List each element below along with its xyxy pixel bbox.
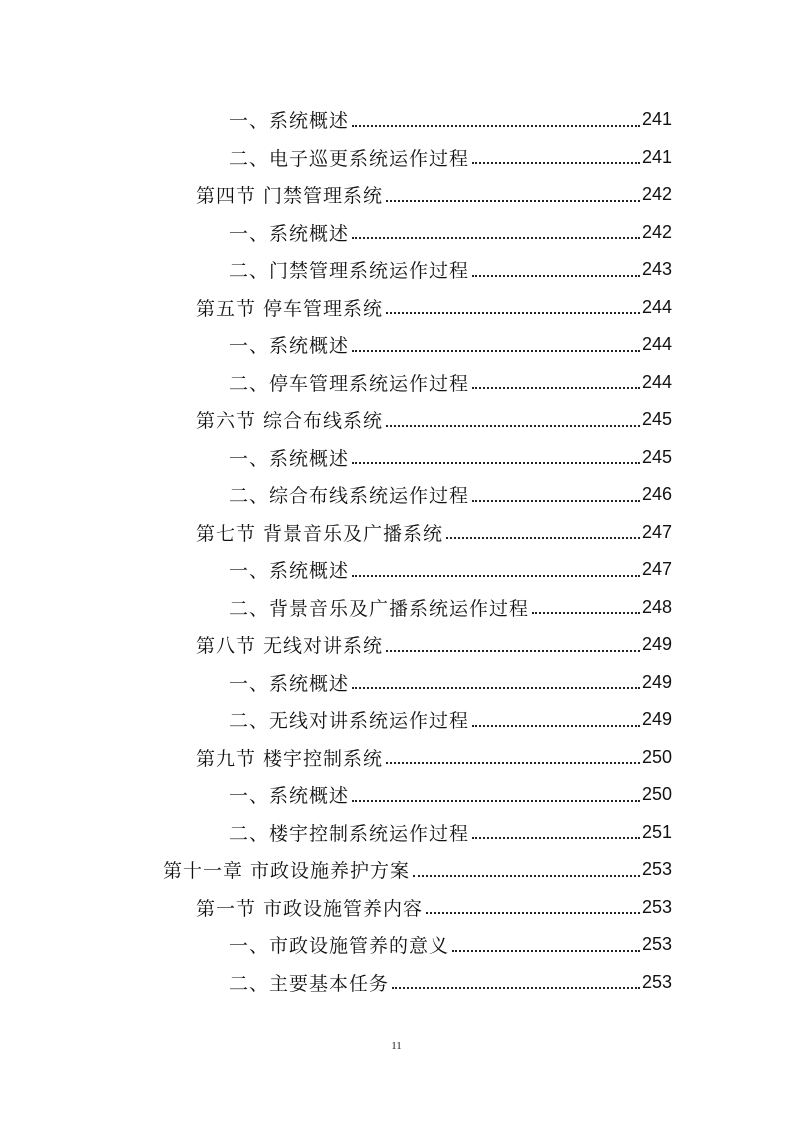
toc-dot-leader [472, 387, 640, 389]
toc-entry[interactable] [0, 814, 793, 852]
toc-dot-leader [386, 762, 640, 764]
toc-entry-title: 第一节 市政设施管养内容 [196, 897, 424, 920]
toc-entry[interactable] [0, 364, 793, 402]
toc-entry-title: 二、综合布线系统运作过程 [229, 485, 470, 508]
toc-entry-title: 一、系统概述 [229, 560, 350, 583]
toc-entry-page: 249 [641, 671, 672, 692]
toc-dot-leader [532, 612, 640, 614]
toc-entry-title: 二、无线对讲系统运作过程 [229, 710, 470, 733]
toc-entry[interactable] [0, 214, 793, 252]
toc-entry-page: 249 [641, 634, 672, 655]
toc-dot-leader [472, 500, 640, 502]
toc-entry[interactable] [0, 851, 793, 889]
toc-dot-leader [426, 912, 640, 914]
toc-entry-title: 第四节 门禁管理系统 [196, 185, 384, 208]
toc-entry-title: 二、电子巡更系统运作过程 [229, 147, 470, 170]
toc-dot-leader [472, 725, 640, 727]
toc-entry[interactable] [0, 439, 793, 477]
toc-entry[interactable] [0, 664, 793, 702]
toc-entry-page: 247 [641, 559, 672, 580]
toc-entry-title: 第七节 背景音乐及广播系统 [196, 522, 444, 545]
toc-entry-page: 249 [641, 709, 672, 730]
toc-entry-page: 247 [641, 521, 672, 542]
toc-entry[interactable] [0, 289, 793, 327]
toc-entry-page: 253 [641, 971, 672, 992]
toc-entry-title: 第十一章 市政设施养护方案 [163, 860, 411, 883]
toc-entry-page: 242 [641, 221, 672, 242]
toc-dot-leader [386, 425, 640, 427]
toc-dot-leader [413, 875, 640, 877]
toc-entry-page: 241 [641, 109, 672, 130]
toc-entry-page: 251 [641, 821, 672, 842]
toc-dot-leader [352, 462, 640, 464]
toc-entry-page: 253 [641, 859, 672, 880]
toc-dot-leader [452, 950, 640, 952]
toc-entry-title: 二、楼宇控制系统运作过程 [229, 822, 470, 845]
toc-dot-leader [386, 200, 640, 202]
toc-entry[interactable] [0, 476, 793, 514]
table-of-contents [0, 101, 793, 1001]
toc-dot-leader [352, 687, 640, 689]
toc-entry-title: 一、系统概述 [229, 335, 350, 358]
toc-entry-title: 一、系统概述 [229, 222, 350, 245]
toc-entry-page: 244 [641, 371, 672, 392]
toc-dot-leader [352, 237, 640, 239]
toc-entry[interactable] [0, 701, 793, 739]
toc-entry-title: 第五节 停车管理系统 [196, 297, 384, 320]
toc-entry[interactable] [0, 251, 793, 289]
toc-dot-leader [472, 275, 640, 277]
toc-entry-page: 245 [641, 409, 672, 430]
toc-entry[interactable] [0, 401, 793, 439]
toc-entry-page: 246 [641, 484, 672, 505]
toc-dot-leader [472, 162, 640, 164]
toc-entry[interactable] [0, 551, 793, 589]
toc-entry[interactable] [0, 926, 793, 964]
toc-entry-title: 第六节 综合布线系统 [196, 410, 384, 433]
toc-entry[interactable] [0, 626, 793, 664]
toc-entry-page: 245 [641, 446, 672, 467]
toc-entry[interactable] [0, 326, 793, 364]
toc-entry-page: 243 [641, 259, 672, 280]
toc-entry[interactable] [0, 101, 793, 139]
toc-entry-page: 253 [641, 934, 672, 955]
toc-entry[interactable] [0, 139, 793, 177]
toc-entry-title: 一、系统概述 [229, 447, 350, 470]
toc-entry-title: 二、主要基本任务 [229, 972, 390, 995]
toc-dot-leader [352, 350, 640, 352]
toc-entry[interactable] [0, 514, 793, 552]
toc-entry-page: 242 [641, 184, 672, 205]
toc-dot-leader [352, 125, 640, 127]
toc-entry-title: 一、系统概述 [229, 672, 350, 695]
toc-dot-leader [446, 537, 640, 539]
toc-entry-title: 一、系统概述 [229, 110, 350, 133]
toc-entry-page: 244 [641, 296, 672, 317]
toc-dot-leader [386, 312, 640, 314]
toc-dot-leader [352, 800, 640, 802]
toc-entry-title: 二、背景音乐及广播系统运作过程 [229, 597, 530, 620]
toc-dot-leader [392, 987, 640, 989]
toc-entry-page: 244 [641, 334, 672, 355]
toc-entry-title: 二、门禁管理系统运作过程 [229, 260, 470, 283]
toc-entry-page: 253 [641, 896, 672, 917]
toc-entry-title: 一、系统概述 [229, 785, 350, 808]
toc-entry-title: 第九节 楼宇控制系统 [196, 747, 384, 770]
toc-entry-page: 241 [641, 146, 672, 167]
toc-entry[interactable] [0, 964, 793, 1002]
toc-entry-title: 第八节 无线对讲系统 [196, 635, 384, 658]
page-number: 11 [391, 1040, 402, 1052]
toc-entry[interactable] [0, 176, 793, 214]
toc-dot-leader [386, 650, 640, 652]
toc-entry-title: 一、市政设施管养的意义 [229, 935, 450, 958]
toc-entry-page: 250 [641, 746, 672, 767]
toc-entry-page: 250 [641, 784, 672, 805]
toc-entry-title: 二、停车管理系统运作过程 [229, 372, 470, 395]
toc-entry[interactable] [0, 776, 793, 814]
toc-entry[interactable] [0, 739, 793, 777]
toc-dot-leader [472, 837, 640, 839]
toc-entry[interactable] [0, 589, 793, 627]
toc-dot-leader [352, 575, 640, 577]
toc-entry[interactable] [0, 889, 793, 927]
toc-entry-page: 248 [641, 596, 672, 617]
